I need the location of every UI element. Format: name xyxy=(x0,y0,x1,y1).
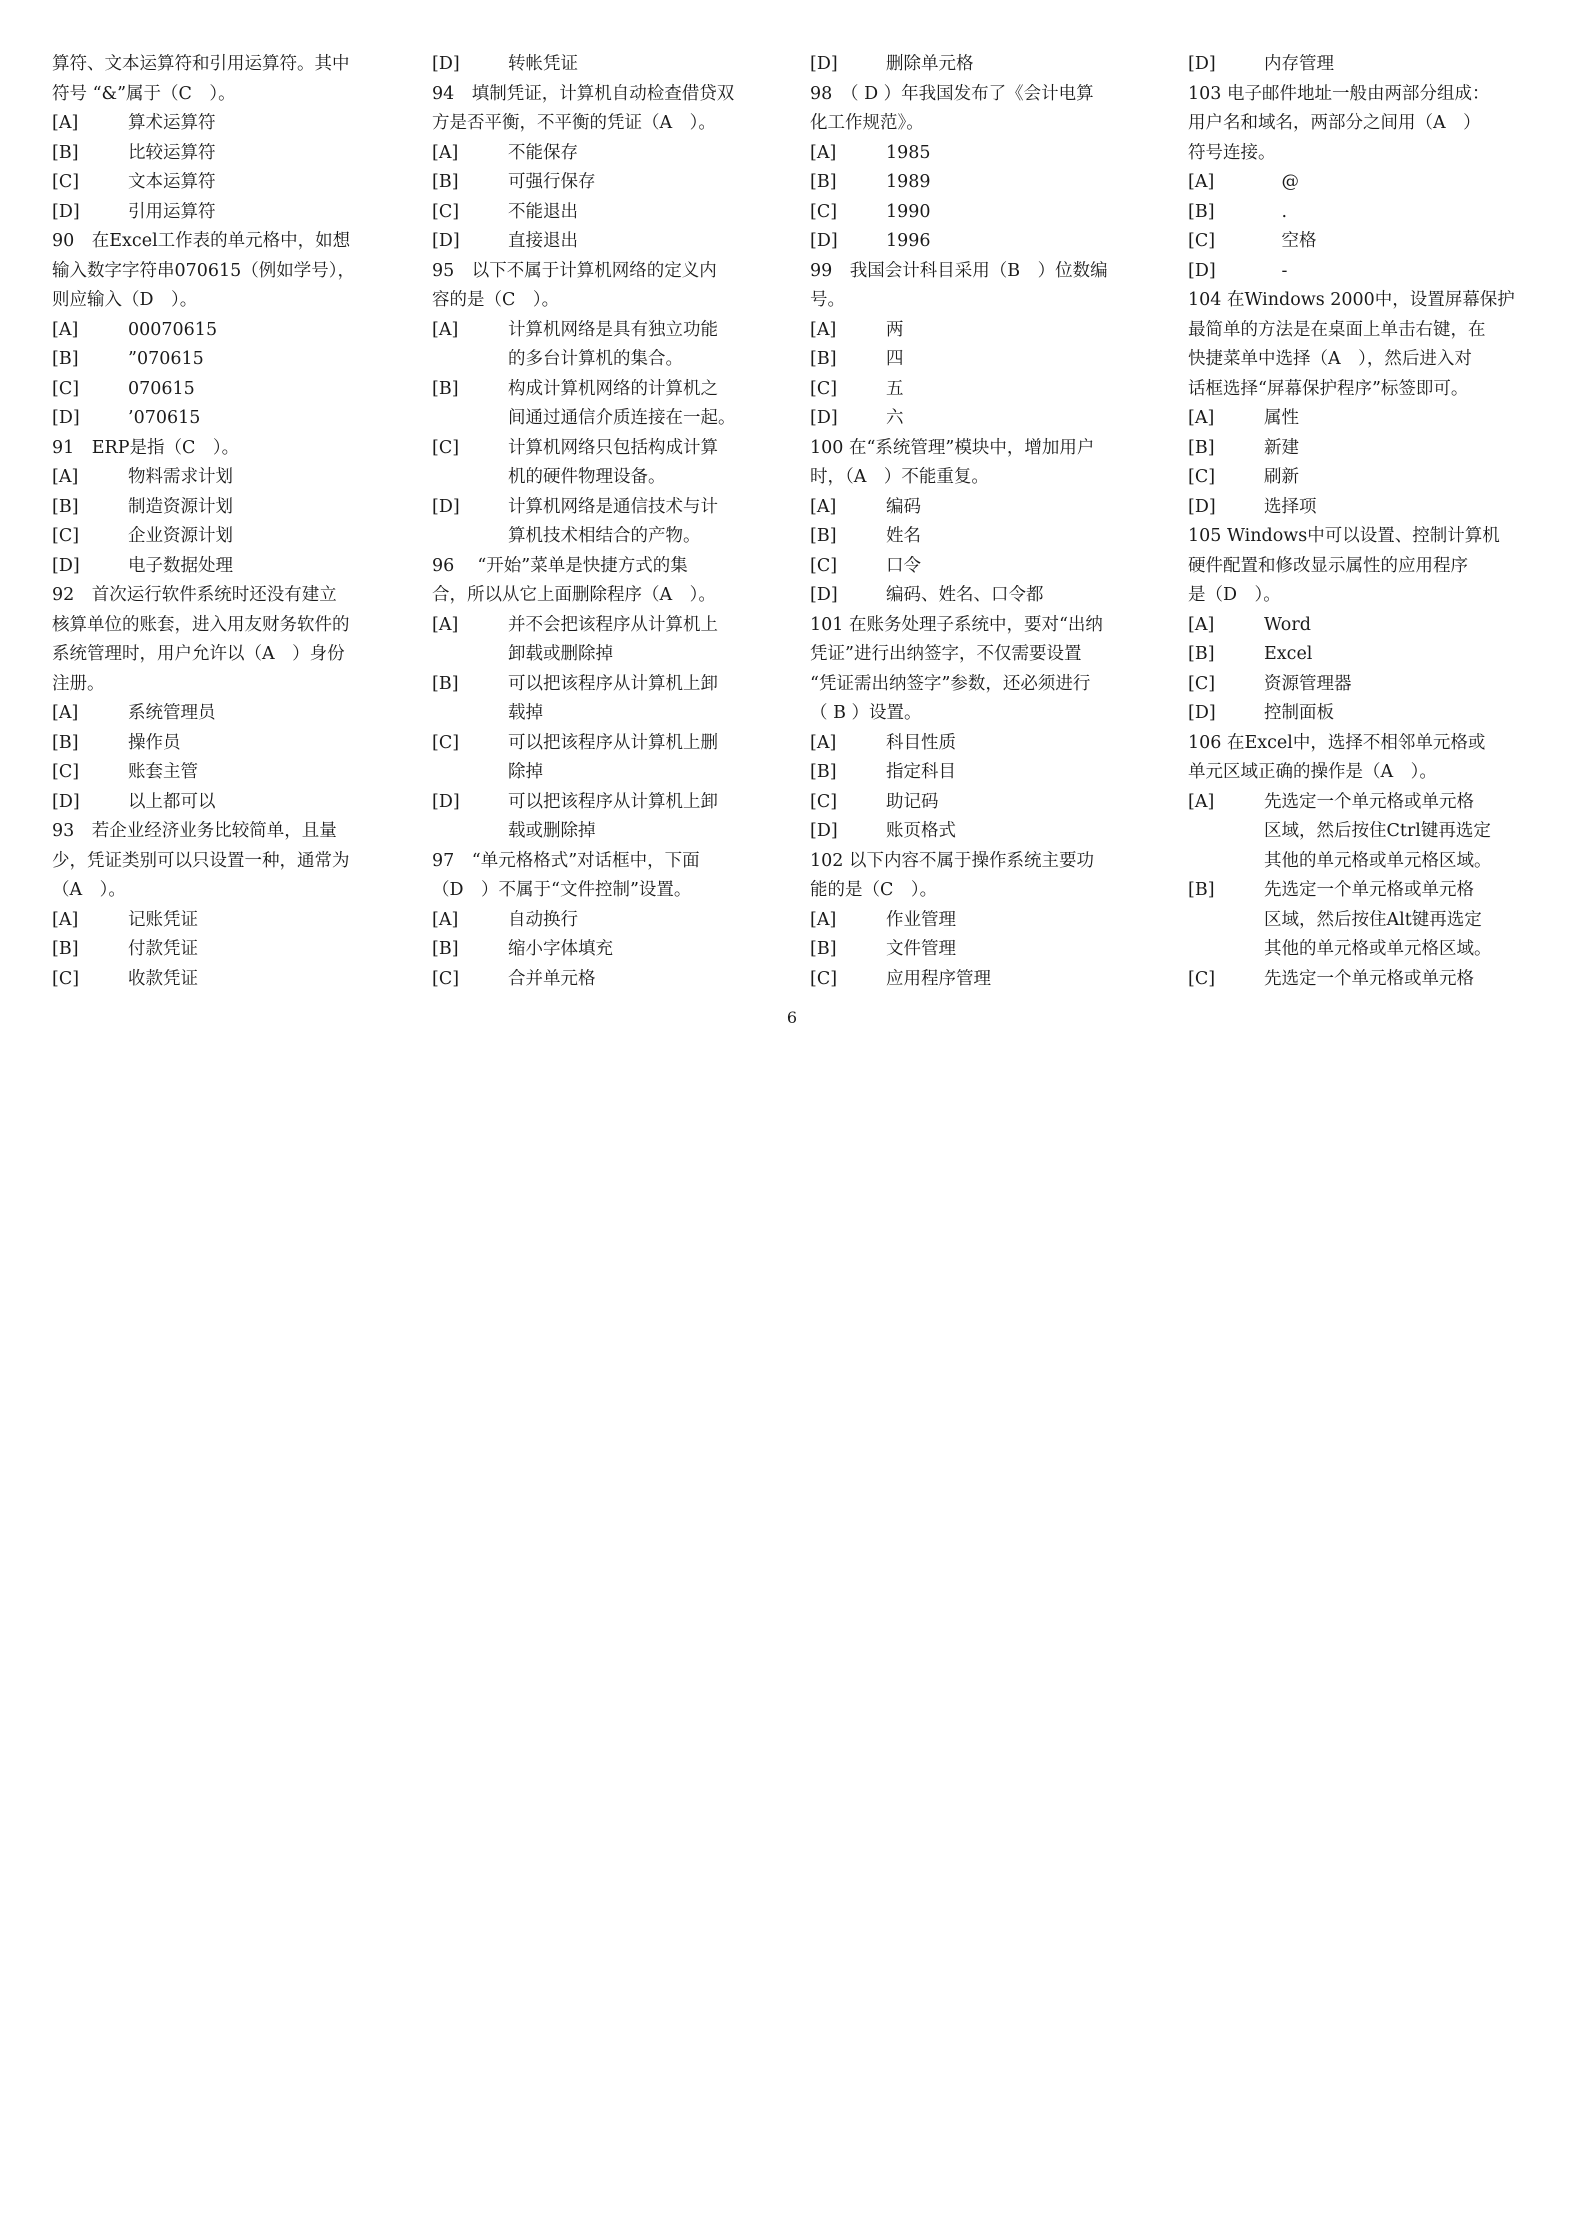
option-text: 不能退出 xyxy=(508,201,578,222)
question-text-line: 91 ERP是指（C ）。 xyxy=(52,437,240,458)
option-key: [B] xyxy=(810,526,837,546)
answer-option xyxy=(432,611,777,641)
option-text: 00070615 xyxy=(128,319,218,340)
option-text: 的多台计算机的集合。 xyxy=(508,349,683,369)
answer-option xyxy=(810,729,1155,759)
option-text: 五 xyxy=(886,378,904,399)
option-key: [D] xyxy=(810,821,838,841)
answer-option xyxy=(432,227,777,257)
answer-option xyxy=(52,463,397,493)
option-key: [D] xyxy=(1188,260,1216,281)
question-text-line: 算符、文本运算符和引用运算符。其中 xyxy=(52,54,350,74)
answer-option xyxy=(810,139,1155,169)
question-text-line: （ B ）设置。 xyxy=(810,703,922,723)
option-key: [A] xyxy=(810,142,837,163)
option-text: 控制面板 xyxy=(1264,703,1334,723)
option-key: [C] xyxy=(52,968,80,989)
option-key: [C] xyxy=(1188,968,1216,989)
answer-option xyxy=(432,788,777,818)
question-text-line: 96 “开始”菜单是快捷方式的集 xyxy=(432,555,688,576)
option-text: 区域，然后按住Ctrl键再选定 xyxy=(1264,821,1491,841)
option-text: 记账凭证 xyxy=(128,909,198,930)
question-text-line: 系统管理时，用户允许以（A ）身份 xyxy=(52,644,345,664)
question-text-line: 93 若企业经济业务比较简单，且量 xyxy=(52,821,337,841)
text-column-3 xyxy=(810,50,1155,994)
option-text: 文件管理 xyxy=(886,939,956,959)
question-text-line: 103 电子邮件地址一般由两部分组成： xyxy=(1188,83,1490,104)
option-key: [D] xyxy=(52,201,80,222)
answer-option xyxy=(52,906,397,936)
option-key: [B] xyxy=(1188,644,1215,664)
question-text-line: 104 在Windows 2000中，设置屏幕保护 xyxy=(1188,290,1515,310)
option-key: [D] xyxy=(432,791,460,812)
option-key: [B] xyxy=(1188,201,1215,222)
option-key: [C] xyxy=(1188,467,1216,487)
option-key: [D] xyxy=(432,231,460,251)
option-text: . xyxy=(1264,201,1288,222)
option-text: 空格 xyxy=(1264,231,1317,251)
option-key: [A] xyxy=(810,319,837,340)
question-text-line: 输入数字字符串070615（例如学号）， xyxy=(52,260,356,281)
answer-option xyxy=(1188,198,1533,228)
question-text-line: 106 在Excel中，选择不相邻单元格或 xyxy=(1188,732,1486,753)
answer-option xyxy=(1188,50,1533,80)
answer-option xyxy=(810,522,1155,552)
answer-option xyxy=(52,345,397,375)
answer-option xyxy=(52,316,397,346)
question-text-line: 100 在“系统管理”模块中，增加用户 xyxy=(810,437,1095,458)
option-continuation-line xyxy=(432,758,777,788)
option-key: [C] xyxy=(52,526,80,546)
option-key: [C] xyxy=(1188,673,1216,694)
option-key: [B] xyxy=(1188,437,1215,458)
question-text-line: 话框选择“屏幕保护程序”标签即可。 xyxy=(1188,378,1469,399)
answer-option xyxy=(432,493,777,523)
answer-option xyxy=(810,227,1155,257)
option-key: [D] xyxy=(1188,703,1216,723)
question-text-line: 用户名和域名，两部分之间用（A ） xyxy=(1188,113,1481,133)
answer-option xyxy=(432,965,777,995)
option-text: 载掉 xyxy=(508,703,543,723)
answer-option xyxy=(1188,965,1533,995)
option-continuation-line xyxy=(1188,817,1533,847)
option-text: 电子数据处理 xyxy=(128,555,233,576)
option-continuation-line xyxy=(432,404,777,434)
option-text: 可以把该程序从计算机上卸 xyxy=(508,673,718,694)
option-continuation-line xyxy=(432,345,777,375)
option-text: @ xyxy=(1264,172,1299,192)
option-key: [A] xyxy=(432,909,459,930)
answer-option xyxy=(810,316,1155,346)
question-text-line: 105 Windows中可以设置、控制计算机 xyxy=(1188,526,1500,546)
answer-option xyxy=(52,493,397,523)
option-key: [B] xyxy=(52,939,79,959)
option-key: [D] xyxy=(1188,54,1216,74)
answer-option xyxy=(52,552,397,582)
option-key: [B] xyxy=(810,762,837,782)
option-key: [B] xyxy=(52,142,79,163)
option-text: ”070615 xyxy=(128,349,204,369)
answer-option xyxy=(1188,463,1533,493)
question-text-line: 符号 “&”属于（C ）。 xyxy=(52,83,236,104)
option-key: [A] xyxy=(810,732,837,753)
option-text: 操作员 xyxy=(128,732,181,753)
option-text: 六 xyxy=(886,408,904,428)
option-text: 缩小字体填充 xyxy=(508,939,613,959)
option-text: 区域，然后按住Alt键再选定 xyxy=(1264,909,1482,930)
answer-option xyxy=(52,699,397,729)
option-key: [B] xyxy=(52,349,79,369)
option-key: [D] xyxy=(52,555,80,576)
option-key: [D] xyxy=(52,791,80,812)
option-text: 其他的单元格或单元格区域。 xyxy=(1264,850,1492,871)
option-text: 1990 xyxy=(886,201,931,222)
answer-option xyxy=(52,788,397,818)
question-text-line: 最简单的方法是在桌面上单击右键，在 xyxy=(1188,319,1486,340)
answer-option xyxy=(52,404,397,434)
question-text-line: 容的是（C ）。 xyxy=(432,290,560,310)
option-text: 除掉 xyxy=(508,762,543,782)
answer-option xyxy=(52,168,397,198)
option-text: 比较运算符 xyxy=(128,142,216,163)
option-continuation-line xyxy=(1188,847,1533,877)
option-key: [C] xyxy=(432,968,460,989)
question-text-line: 92 首次运行软件系统时还没有建立 xyxy=(52,585,337,605)
option-text: 编码 xyxy=(886,496,921,517)
answer-option xyxy=(432,906,777,936)
question-text-line: 化工作规范》。 xyxy=(810,113,924,133)
question-text-line: 时，（A ）不能重复。 xyxy=(810,467,989,487)
option-key: [C] xyxy=(810,555,838,576)
answer-option xyxy=(810,168,1155,198)
option-text: 并不会把该程序从计算机上 xyxy=(508,614,718,635)
option-text: 内存管理 xyxy=(1264,54,1334,74)
question-text-line: 102 以下内容不属于操作系统主要功 xyxy=(810,850,1094,871)
option-text: 删除单元格 xyxy=(886,54,974,74)
option-key: [C] xyxy=(810,201,838,222)
option-text: 算术运算符 xyxy=(128,113,216,133)
answer-option xyxy=(810,935,1155,965)
option-key: [D] xyxy=(432,54,460,74)
option-text: 指定科目 xyxy=(886,762,956,782)
option-text: 账页格式 xyxy=(886,821,956,841)
question-text-line: 98 （ D ）年我国发布了《会计电算 xyxy=(810,83,1094,104)
answer-option xyxy=(1188,699,1533,729)
answer-option xyxy=(432,670,777,700)
answer-option xyxy=(1188,434,1533,464)
option-key: [A] xyxy=(1188,614,1215,635)
answer-option xyxy=(1188,876,1533,906)
answer-option xyxy=(432,50,777,80)
option-text: 属性 xyxy=(1264,408,1299,428)
answer-option xyxy=(810,758,1155,788)
question-text-line: 90 在Excel工作表的单元格中，如想 xyxy=(52,231,351,251)
option-text: 先选定一个单元格或单元格 xyxy=(1264,968,1474,989)
option-continuation-line xyxy=(432,699,777,729)
option-text: 计算机网络只包括构成计算 xyxy=(508,437,718,458)
answer-option xyxy=(1188,257,1533,287)
option-key: [B] xyxy=(810,349,837,369)
answer-option xyxy=(810,493,1155,523)
option-text: 可以把该程序从计算机上卸 xyxy=(508,791,718,812)
option-key: [A] xyxy=(1188,408,1215,428)
option-text: 载或删除掉 xyxy=(508,821,596,841)
option-key: [C] xyxy=(1188,231,1216,251)
option-key: [C] xyxy=(810,791,838,812)
option-text: 转帐凭证 xyxy=(508,54,578,74)
option-text: 间通过通信介质连接在一起。 xyxy=(508,408,736,428)
option-text: 四 xyxy=(886,349,904,369)
option-key: [B] xyxy=(432,673,459,694)
option-key: [A] xyxy=(52,319,79,340)
question-text-line: 符号连接。 xyxy=(1188,142,1276,163)
text-column-2 xyxy=(432,50,777,994)
question-text-line: 凭证”进行出纳签字，不仅需要设置 xyxy=(810,644,1082,664)
option-key: [A] xyxy=(432,142,459,163)
option-text: 算机技术相结合的产物。 xyxy=(508,526,701,546)
question-text-line: 核算单位的账套，进入用友财务软件的 xyxy=(52,614,350,635)
option-key: [A] xyxy=(810,909,837,930)
option-key: [C] xyxy=(432,437,460,458)
question-text-line: 号。 xyxy=(810,290,845,310)
answer-option xyxy=(432,434,777,464)
answer-option xyxy=(52,522,397,552)
option-text: Word xyxy=(1264,614,1311,635)
option-key: [D] xyxy=(810,231,838,251)
question-text-line: （A ）。 xyxy=(52,880,126,900)
option-text: 引用运算符 xyxy=(128,201,216,222)
option-continuation-line xyxy=(1188,935,1533,965)
option-text: 1989 xyxy=(886,172,931,192)
option-key: [A] xyxy=(810,496,837,517)
option-key: [A] xyxy=(52,909,79,930)
question-text-line: 能的是（C ）。 xyxy=(810,880,938,900)
option-text: 刷新 xyxy=(1264,467,1299,487)
answer-option xyxy=(1188,227,1533,257)
option-key: [D] xyxy=(52,408,80,428)
answer-option xyxy=(1188,788,1533,818)
answer-option xyxy=(810,965,1155,995)
question-text-line: 95 以下不属于计算机网络的定义内 xyxy=(432,260,717,281)
option-text: 自动换行 xyxy=(508,909,578,930)
answer-option xyxy=(810,581,1155,611)
option-key: [D] xyxy=(810,408,838,428)
option-text: 收款凭证 xyxy=(128,968,198,989)
option-text: 应用程序管理 xyxy=(886,968,991,989)
answer-option xyxy=(52,965,397,995)
option-key: [B] xyxy=(52,732,79,753)
option-text: 账套主管 xyxy=(128,762,198,782)
option-text: 构成计算机网络的计算机之 xyxy=(508,378,718,399)
option-key: [B] xyxy=(810,172,837,192)
option-continuation-line xyxy=(432,640,777,670)
option-text: 作业管理 xyxy=(886,909,956,930)
answer-option xyxy=(432,198,777,228)
text-column-1 xyxy=(52,50,397,994)
option-key: [B] xyxy=(432,378,459,399)
question-text-line: 97 “单元格格式”对话框中，下面 xyxy=(432,850,700,871)
answer-option xyxy=(1188,404,1533,434)
question-text-line: 94 填制凭证，计算机自动检查借贷双 xyxy=(432,83,735,104)
option-key: [C] xyxy=(432,201,460,222)
option-continuation-line xyxy=(1188,906,1533,936)
option-text: 计算机网络是通信技术与计 xyxy=(508,496,718,517)
question-text-line: 99 我国会计科目采用（B ）位数编 xyxy=(810,260,1108,281)
question-text-line: 101 在账务处理子系统中，要对“出纳 xyxy=(810,614,1103,635)
option-text: 计算机网络是具有独立功能 xyxy=(508,319,718,340)
option-key: [A] xyxy=(52,113,79,133)
answer-option xyxy=(1188,670,1533,700)
option-text: 系统管理员 xyxy=(128,703,216,723)
option-text: 资源管理器 xyxy=(1264,673,1352,694)
question-text-line: “凭证需出纳签字”参数，还必须进行 xyxy=(810,673,1091,694)
answer-option xyxy=(1188,168,1533,198)
option-text: 不能保存 xyxy=(508,142,578,163)
answer-option xyxy=(810,375,1155,405)
option-key: [A] xyxy=(1188,791,1215,812)
option-continuation-line xyxy=(432,463,777,493)
answer-option xyxy=(810,817,1155,847)
answer-option xyxy=(1188,493,1533,523)
option-text: 口令 xyxy=(886,555,921,576)
question-text-line: 则应输入（D ）。 xyxy=(52,290,198,310)
option-text: 直接退出 xyxy=(508,231,578,251)
option-key: [D] xyxy=(1188,496,1216,517)
option-text: 物料需求计划 xyxy=(128,467,233,487)
answer-option xyxy=(432,729,777,759)
option-text: 1985 xyxy=(886,142,931,163)
answer-option xyxy=(52,109,397,139)
option-text: 两 xyxy=(886,319,904,340)
answer-option xyxy=(52,935,397,965)
question-text-line: 硬件配置和修改显示属性的应用程序 xyxy=(1188,555,1468,576)
answer-option xyxy=(432,168,777,198)
option-text: 卸载或删除掉 xyxy=(508,644,613,664)
option-key: [A] xyxy=(52,703,79,723)
option-key: [B] xyxy=(432,939,459,959)
question-text-line: 单元区域正确的操作是（A ）。 xyxy=(1188,762,1437,782)
option-text: 选择项 xyxy=(1264,496,1317,517)
option-key: [A] xyxy=(432,319,459,340)
option-text: 先选定一个单元格或单元格 xyxy=(1264,880,1474,900)
option-key: [B] xyxy=(432,172,459,192)
option-key: [C] xyxy=(52,378,80,399)
option-text: 可强行保存 xyxy=(508,172,596,192)
option-key: [D] xyxy=(810,585,838,605)
answer-option xyxy=(810,50,1155,80)
option-continuation-line xyxy=(432,522,777,552)
option-key: [C] xyxy=(810,378,838,399)
answer-option xyxy=(810,906,1155,936)
answer-option xyxy=(52,729,397,759)
option-key: [C] xyxy=(810,968,838,989)
answer-option xyxy=(432,316,777,346)
option-key: [C] xyxy=(52,172,80,192)
text-column-4 xyxy=(1188,50,1533,994)
question-text-line: 方是否平衡，不平衡的凭证（A ）。 xyxy=(432,113,716,133)
question-text-line: 少，凭证类别可以只设置一种，通常为 xyxy=(52,850,350,871)
page-number: 6 xyxy=(786,1008,798,1027)
answer-option xyxy=(432,139,777,169)
option-key: [D] xyxy=(432,496,460,517)
option-key: [B] xyxy=(810,939,837,959)
option-text: 企业资源计划 xyxy=(128,526,233,546)
option-text: 新建 xyxy=(1264,437,1299,458)
answer-option xyxy=(52,198,397,228)
option-continuation-line xyxy=(432,817,777,847)
option-text: 助记码 xyxy=(886,791,939,812)
option-text: 付款凭证 xyxy=(128,939,198,959)
answer-option xyxy=(810,345,1155,375)
option-key: [C] xyxy=(52,762,80,782)
answer-option xyxy=(810,552,1155,582)
answer-option xyxy=(810,198,1155,228)
option-text: 编码、姓名、口令都 xyxy=(886,585,1044,605)
option-text: 070615 xyxy=(128,378,195,399)
question-text-line: （D ）不属于“文件控制”设置。 xyxy=(432,880,692,900)
option-text: 1996 xyxy=(886,231,931,251)
option-key: [A] xyxy=(432,614,459,635)
option-text: 合并单元格 xyxy=(508,968,596,989)
question-text-line: 合，所以从它上面删除程序（A ）。 xyxy=(432,585,716,605)
option-text: ’070615 xyxy=(128,408,201,428)
answer-option xyxy=(810,404,1155,434)
option-key: [D] xyxy=(810,54,838,74)
option-text: 可以把该程序从计算机上删 xyxy=(508,732,718,753)
answer-option xyxy=(52,139,397,169)
answer-option xyxy=(432,375,777,405)
answer-option xyxy=(810,788,1155,818)
option-text: 机的硬件物理设备。 xyxy=(508,467,666,487)
option-key: [A] xyxy=(52,467,79,487)
option-text: 制造资源计划 xyxy=(128,496,233,517)
answer-option xyxy=(52,758,397,788)
option-text: 以上都可以 xyxy=(128,791,216,812)
option-key: [A] xyxy=(1188,172,1215,192)
option-text: 先选定一个单元格或单元格 xyxy=(1264,791,1474,812)
option-text: 文本运算符 xyxy=(128,172,216,192)
option-text: Excel xyxy=(1264,644,1313,664)
question-text-line: 是（D ）。 xyxy=(1188,585,1281,605)
answer-option xyxy=(1188,640,1533,670)
option-key: [B] xyxy=(52,496,79,517)
option-text: 科目性质 xyxy=(886,732,956,753)
question-text-line: 注册。 xyxy=(52,673,105,694)
answer-option xyxy=(432,935,777,965)
option-text: - xyxy=(1264,260,1288,281)
option-text: 姓名 xyxy=(886,526,921,546)
answer-option xyxy=(52,375,397,405)
answer-option xyxy=(1188,611,1533,641)
option-key: [C] xyxy=(432,732,460,753)
option-text: 其他的单元格或单元格区域。 xyxy=(1264,939,1492,959)
question-text-line: 快捷菜单中选择（A ），然后进入对 xyxy=(1188,349,1472,369)
option-key: [B] xyxy=(1188,880,1215,900)
